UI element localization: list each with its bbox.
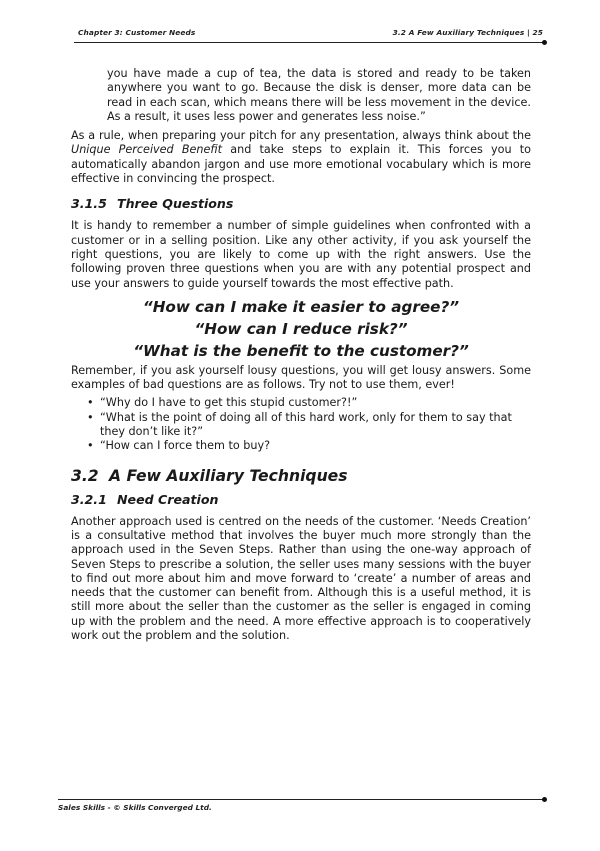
footer-rule-dot-icon bbox=[542, 797, 547, 802]
para-text-after: and take steps to explain it. This forces you to automatically abandon jargon and use more emotional vocabulary which is more effective in convincing the prospect. bbox=[71, 143, 532, 186]
running-header bbox=[78, 26, 543, 40]
quoted-paragraph: you have made a cup of tea, the data is stored and ready to be taken anywhere you want to go. Because the disk is denser, more data can be read in each scan, which means there will be less movement in the device. As a result, it uses less power and generates less noise.” bbox=[107, 67, 531, 123]
running-footer: Sales Skills - © Skills Converged Ltd. bbox=[58, 803, 212, 812]
list-item bbox=[87, 411, 531, 440]
question-3: “What is the benefit to the customer?” bbox=[133, 341, 469, 360]
bullet-icon: • bbox=[87, 410, 94, 424]
bullet-icon: • bbox=[87, 439, 94, 453]
heading-title: Three Questions bbox=[117, 196, 234, 212]
paragraph-need-creation: Another approach used is centred on the needs of the customer. ‘Needs Creation’ is a consultative method that involves the buyer much more strongly than the approach used in the Seven Steps. Rather than using the one-way approach of Seven Steps to prescribe a solution, the seller uses many sessions with the buyer to find out more about him and move forward to ‘create’ a number of areas and needs that the customer can benefit from. Although this is a useful method, it is still more about the seller than the customer as the seller is engaged in coming up with the problem and the need. A more effective approach is to cooperatively work out the problem and the solution. bbox=[71, 514, 531, 643]
footer-rule bbox=[58, 799, 544, 800]
question-1: “How can I make it easier to agree?” bbox=[142, 297, 460, 316]
bullet-list bbox=[71, 396, 531, 453]
heading-number: 3.1.5 bbox=[71, 196, 107, 212]
list-item bbox=[87, 439, 531, 453]
list-item-text: “Why do I have to get this stupid customer?!” bbox=[100, 396, 358, 410]
heading-number: 3.2 bbox=[71, 466, 99, 485]
heading-3-2 bbox=[71, 467, 531, 485]
main-content bbox=[71, 67, 531, 643]
para-emphasis: Unique Perceived Benefit bbox=[71, 143, 223, 157]
list-item-text: “What is the point of doing all of this hard work, only for them to say that they don’t like it?” bbox=[100, 410, 512, 439]
paragraph-unique-perceived-benefit bbox=[71, 129, 531, 186]
list-item bbox=[87, 396, 531, 410]
heading-3-2-1 bbox=[71, 492, 531, 507]
heading-title: Need Creation bbox=[117, 491, 219, 507]
heading-3-1-5 bbox=[71, 196, 531, 211]
bullet-icon: • bbox=[87, 396, 94, 410]
paragraph-three-questions: It is handy to remember a number of simple guidelines when confronted with a customer or in a selling position. Like any other activity, if you ask yourself the right questions, you are likely to come up with the right answers. Use the following proven three questions when you are with any potential prospect and use your answers to guide yourself towards the most effective path. bbox=[71, 219, 531, 290]
header-rule bbox=[74, 42, 544, 43]
paragraph-bad-questions: Remember, if you ask yourself lousy questions, you will get lousy answers. Some examples of bad questions are as follows. Try not to use them, ever! bbox=[71, 363, 531, 392]
heading-title: A Few Auxiliary Techniques bbox=[109, 466, 348, 485]
header-rule-dot-icon bbox=[542, 40, 547, 45]
list-item-text: “How can I force them to buy? bbox=[100, 439, 271, 453]
question-2: “How can I reduce risk?” bbox=[194, 319, 408, 338]
header-chapter-title: Chapter 3: Customer Needs bbox=[78, 28, 196, 37]
question-list bbox=[71, 296, 531, 362]
header-section-page: 3.2 A Few Auxiliary Techniques | 25 bbox=[392, 28, 543, 37]
heading-number: 3.2.1 bbox=[71, 491, 107, 507]
para-text-before: As a rule, when preparing your pitch for any presentation, always think about the bbox=[71, 129, 531, 143]
